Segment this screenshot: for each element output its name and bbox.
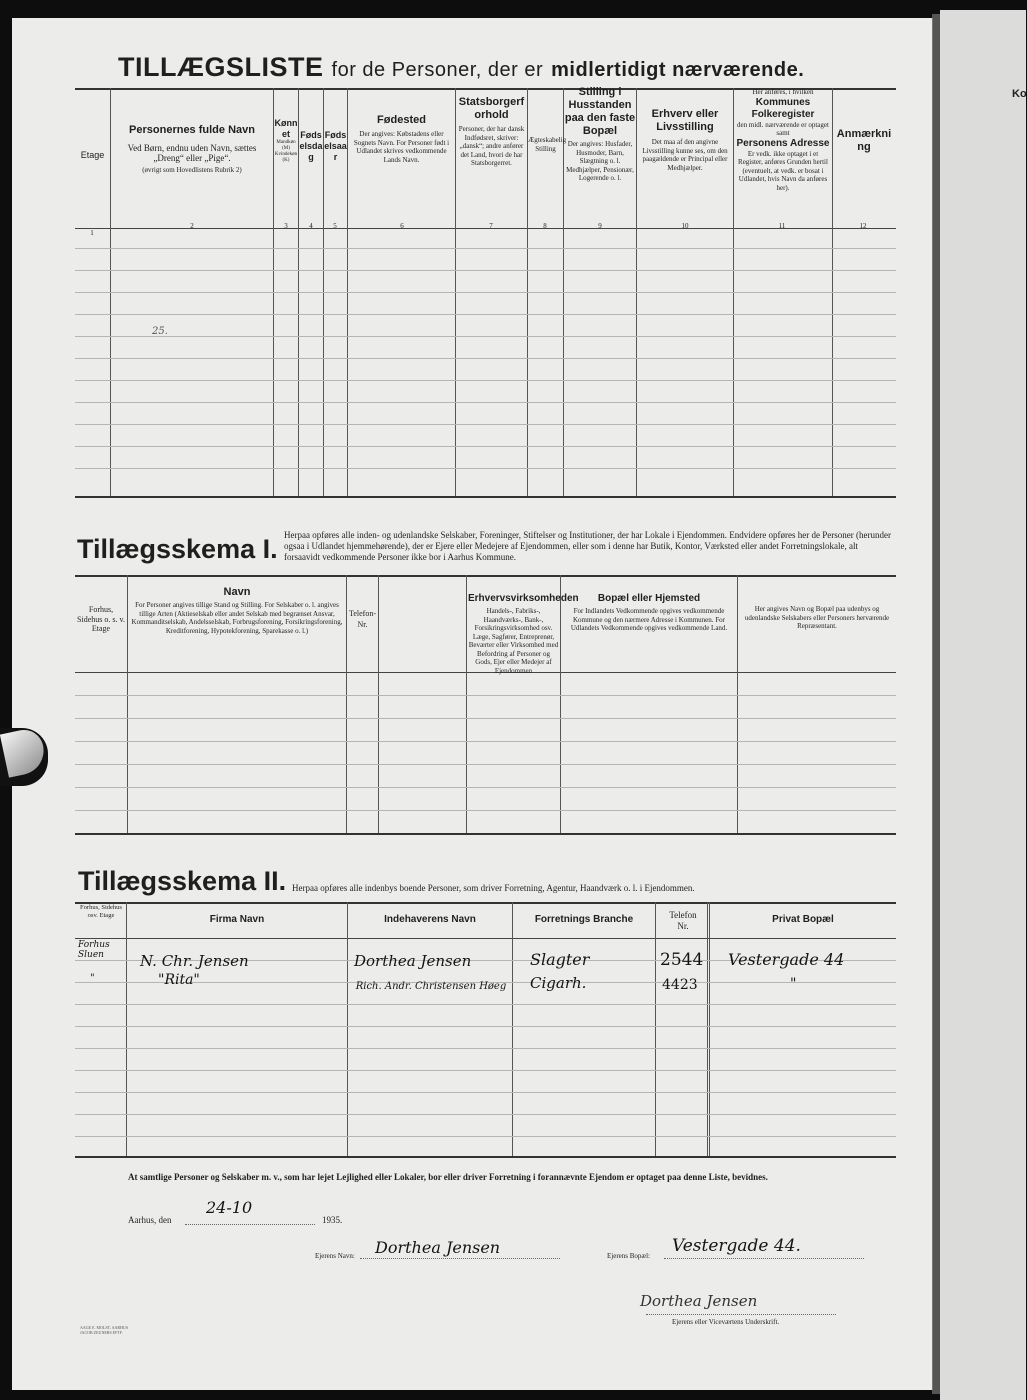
liste-header-fodselsaar: Fødselsaar (324, 130, 347, 162)
footer-place: Aarhus, den (128, 1215, 172, 1225)
page-gutter (932, 14, 940, 1394)
skema2-row2-etage: " (90, 973, 95, 984)
skema2-row-line (75, 1026, 896, 1027)
signature-label: Ejerens eller Viceværtens Underskrift. (672, 1318, 780, 1326)
skema2-row1-telefon: 2544 (660, 950, 704, 970)
skema1-header-etage: Forhus, Sidehus o. s. v. Etage (77, 605, 125, 633)
liste-header-statsborger: Statsborgerforhold Personer, der har dansk Indfødsret, skriver: „dansk“; andre anfører det Land, hvori de har Statsborgerret. (458, 96, 525, 167)
liste-header-aegteskabelig: Ægteskabelig Stilling (528, 136, 567, 153)
skema2-row2-branche: Cigarh. (530, 974, 587, 992)
skema1-col-divider (346, 575, 347, 833)
footer-statement: At samtlige Personer og Selskaber m. v., som har lejet Lejlighed eller Lokaler, bor eller driver Forretning i forannævnte Ejendom er optaget paa denne Liste, bevidnes. (128, 1172, 768, 1182)
form-page (12, 18, 933, 1390)
liste-header-navn: Personernes fulde Navn Ved Børn, endnu uden Navn, sættes „Dreng“ eller „Pige“. (øvrigt som Hovedlistens Rubrik 2) (127, 124, 257, 174)
facing-page-fragment: Ko (1012, 88, 1027, 100)
skema2-header-branche: Forretnings Branche (534, 914, 634, 925)
col-number: 5 (333, 222, 337, 230)
facing-page (940, 10, 1026, 1400)
skema2-row1-bopael: Vestergade 44 (728, 950, 845, 969)
col-number: 6 (400, 222, 404, 230)
owner-name-label: Ejerens Navn: (315, 1252, 355, 1260)
skema2-top-rule (75, 902, 896, 904)
liste-header-erhverv: Erhverv eller Livsstilling Det maa af den angivne Livsstilling kunne ses, om den paagældende er Principal eller Medhjælper. (642, 108, 728, 172)
skema2-row1-branche: Slagter (530, 950, 590, 969)
liste-row-line (75, 468, 896, 469)
col-number: 7 (489, 222, 493, 230)
liste-header-stilling: Stilling i Husstanden paa den faste Bopæl Der angives: Husfader, Husmoder, Barn, Slægtning o. l. Medhjælper, Pensionær, Logerende o. l. (564, 86, 636, 182)
col-number: 12 (859, 222, 867, 230)
skema2-col-divider (512, 902, 513, 1156)
liste-pencil-mark: 25. (152, 326, 168, 337)
liste-row-line (75, 270, 896, 271)
skema1-header-navn: Navn For Personer angives tillige Stand og Stilling. For Selskaber o. l. angives tillige Arten (Aktieselskab eller andet Selskab med begrænset Ansvar, Kommanditselskab, Andelsselskab, Forbrugsforening, Forsikringsforening, Kreditforening, Hypotekforening, Sparekasse o. l.) (131, 586, 343, 635)
skema1-col-divider (560, 575, 561, 833)
skema2-header-firma: Firma Navn (209, 914, 265, 925)
skema1-col-divider (737, 575, 738, 833)
printer-imprint: AAGE E. MOLST, AARHUS JACOB ZEUNERS EFTF. (80, 1325, 129, 1335)
col-number: 1 (90, 229, 94, 237)
skema1-row-line (75, 787, 896, 788)
skema1-header-bopael: Bopæl eller Hjemsted For Indlandets Vedkommende opgives vedkommende Kommune og den nærmere Adresse i Kommunen. For Udlandets Vedkommende opgives vedkommende Land. (570, 593, 728, 632)
liste-row-line (75, 292, 896, 293)
skema2-col-divider (707, 902, 710, 1156)
skema2-row-line (75, 1070, 896, 1071)
skema1-col-divider (127, 575, 128, 833)
owner-address-line (664, 1258, 864, 1259)
skema1-row-line (75, 695, 896, 696)
skema2-row-line (75, 1092, 896, 1093)
skema1-row-line (75, 718, 896, 719)
col-number: 4 (309, 222, 313, 230)
skema2-header-rule (75, 938, 896, 939)
liste-row-line (75, 336, 896, 337)
owner-address-label: Ejerens Bopæl: (607, 1252, 650, 1260)
date-dotted-line (185, 1224, 315, 1225)
skema1-row-line (75, 764, 896, 765)
skema2-bottom-rule (75, 1156, 896, 1158)
liste-row-line (75, 402, 896, 403)
skema2-header-bopael: Privat Bopæl (772, 914, 834, 925)
liste-row-line (75, 380, 896, 381)
skema2-header-indehaver: Indehaverens Navn (384, 914, 476, 925)
col-number: 10 (681, 222, 689, 230)
liste-row-line (75, 248, 896, 249)
liste-row-line (75, 358, 896, 359)
skema1-col-divider (378, 575, 379, 833)
liste-header-fodested: Fødested Der angives: Købstadens eller Sognets Navn. For Personer født i Udlandet skrives vedkommende Lands Navn. (353, 114, 450, 164)
col-number: 2 (190, 222, 194, 230)
skema2-col-divider (347, 902, 348, 1156)
skema2-row-line (75, 1048, 896, 1049)
skema2-header-telefon: Telefon Nr. (669, 910, 697, 931)
liste-header-etage: Etage (80, 150, 105, 160)
liste-title: TILLÆGSLISTE for de Personer, der er midlertidigt nærværende. (118, 52, 805, 82)
signature-line (646, 1314, 836, 1315)
skema2-row2-telefon: 4423 (662, 977, 698, 993)
skema2-intro: Herpaa opføres alle indenbys boende Personer, som driver Forretning, Agentur, Haandværk o. l. i Ejendommen. (292, 883, 695, 893)
col-number: 11 (778, 222, 786, 230)
col-number: 3 (284, 222, 288, 230)
skema2-row2-bopael: " (790, 976, 797, 992)
skema2-row1-firma: N. Chr. Jensen (140, 952, 249, 970)
skema1-row-line (75, 741, 896, 742)
liste-bottom-rule (75, 496, 896, 498)
skema2-row1-etage: Forhus Sluen (78, 940, 110, 960)
liste-header-anmaerkning: Anmærkning (836, 128, 892, 153)
liste-row-line (75, 314, 896, 315)
liste-title-bold: midlertidigt nærværende. (551, 59, 805, 81)
skema1-col-divider (466, 575, 467, 833)
liste-header-fodselsdag: Fødselsdag (299, 130, 323, 162)
liste-row-line (75, 446, 896, 447)
skema2-row1-indehaver: Dorthea Jensen (354, 952, 472, 970)
skema1-header-repraesentant: Her angives Navn og Bopæl paa udenbys og udenlandske Selskabers eller Personers herværende Repræsentant. (744, 605, 890, 630)
skema2-row2-indehaver: Rich. Andr. Christensen Høeg (355, 981, 507, 992)
liste-title-mid: for de Personer, der er (331, 59, 544, 81)
owner-address: Vestergade 44. (672, 1236, 801, 1256)
skema2-row-line (75, 1004, 896, 1005)
skema1-intro: Herpaa opføres alle inden- og udenlandske Selskaber, Foreninger, Stiftelser og Institutioner, der har Lokale i Ejendommen. Endvidere opføres her de Personer (herunder ogsaa i Udlandet hjemmehørende), der er Ejere eller Medejere af Ejendommen, eller som i denne har Butik, Kontor, Værksted eller andet Forretningslokale, alt forsaavidt vedkommende Personer ikke bor i Aarhus Kommune. (284, 530, 891, 562)
skema1-top-rule (75, 575, 896, 577)
owner-name-line (360, 1258, 560, 1259)
footer-year: 1935. (322, 1215, 343, 1225)
col-number: 8 (543, 222, 547, 230)
liste-header-konnet: Kønnet Mandkøn (M) Kvindekøn (K) (274, 118, 298, 163)
skema2-col-divider (655, 902, 656, 1156)
skema2-row2-firma: "Rita" (158, 972, 200, 988)
footer-date: 24-10 (206, 1198, 253, 1217)
skema2-header-etage: Forhus, Sidehus osv. Etage (80, 904, 122, 919)
skema1-header-erhverv: Erhvervsvirksomheden Handels-, Fabriks-, Haandværks-, Bank-, Forsikringsvirksomhed osv. Læge, Sagfører, Entreprenør, Beværter eller Virksomhed med Befordring af Personer og Gods, Ejer eller Medejer af Ejendommen (468, 593, 579, 675)
liste-header-folkeregister: Her anføres, i hvilken Kommunes Folkeregister den midl. nærværende er optaget samt Personens Adresse Er vedk. ikke optaget i et Register, anføres Grunden hertil (eventuelt, at vedk. er bosat i Udlandet, hvis Navn da anføres her). (736, 88, 830, 192)
skema1-bottom-rule (75, 833, 896, 835)
col-number: 9 (598, 222, 602, 230)
skema1-row-line (75, 810, 896, 811)
owner-signature: Dorthea Jensen (640, 1292, 758, 1310)
skema2-title: Tillægsskema II. (78, 866, 287, 896)
skema1-title: Tillægsskema I. (77, 534, 278, 564)
owner-name: Dorthea Jensen (375, 1238, 501, 1257)
skema1-header-telefon: Telefon-Nr. (349, 609, 376, 629)
skema2-row-line (75, 1136, 896, 1137)
skema2-row-line (75, 1114, 896, 1115)
skema2-col-divider (126, 902, 127, 1156)
liste-row-line (75, 424, 896, 425)
